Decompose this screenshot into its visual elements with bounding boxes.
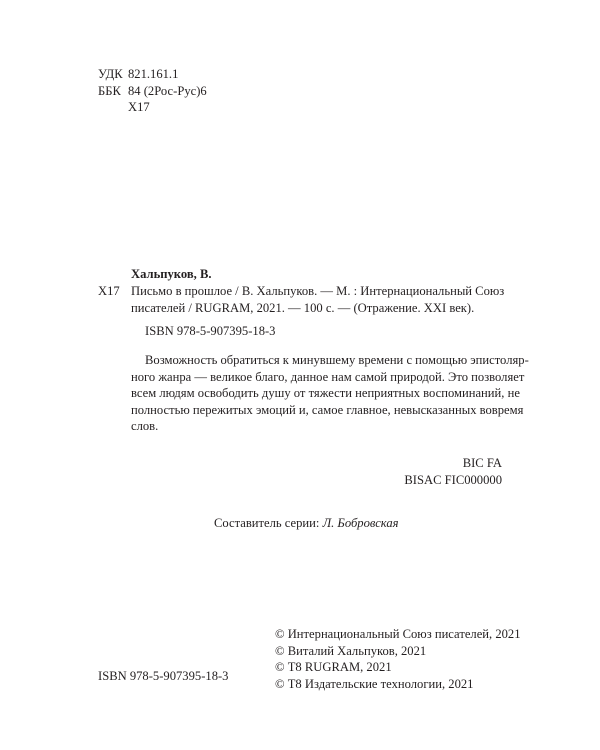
series-compiler (214, 515, 399, 532)
subject-codes (404, 455, 502, 488)
annotation-line: всем людям освободить душу от тяжести неприятных воспоминаний, не (131, 386, 520, 400)
description-line-2: писателей / RUGRAM, 2021. — 100 с. — (Отражение. XXI век). (131, 300, 475, 315)
bbk-label: ББК (98, 83, 121, 98)
annotation (131, 352, 529, 435)
annotation-line: полностью пережитых эмоций и, самое главное, невысказанных вовремя (131, 402, 524, 417)
author-mark-row (98, 99, 207, 116)
copyright-block (275, 626, 521, 692)
bbk-row (98, 83, 207, 100)
bbk-value: 84 (2Рос-Рус)6 (128, 83, 207, 98)
udk-value: 821.161.1 (128, 67, 179, 81)
annotation-line: слов. (131, 419, 159, 433)
copyright-line: © Т8 RUGRAM, 2021 (275, 660, 392, 674)
bic-code: BIC FA (462, 456, 502, 470)
udk-label: УДК (98, 67, 123, 81)
series-compiler-name: Л. Бобровская (322, 516, 399, 530)
copyright-line: © Интернациональный Союз писателей, 2021 (275, 627, 521, 641)
author-heading: Хальпуков, В. (131, 267, 212, 281)
annotation-line: Возможность обратиться к минувшему времени с помощью эпистоляр- (145, 353, 529, 367)
annotation-line: ного жанра — великое благо, данное нам самой природой. Это позволяет (131, 369, 525, 384)
classification-block (98, 66, 207, 116)
bibliographic-description (131, 283, 504, 316)
bisac-code: BISAC FIC000000 (404, 472, 502, 487)
copyright-line: © Виталий Хальпуков, 2021 (275, 643, 427, 658)
series-compiler-label: Составитель серии: (214, 516, 320, 530)
catalog-isbn: ISBN 978-5-907395-18-3 (145, 324, 276, 338)
classification-author-mark: Х17 (128, 100, 150, 114)
udk-row (98, 66, 207, 83)
copyright-line: © Т8 Издательские технологии, 2021 (275, 676, 474, 691)
catalog-author-mark: Х17 (98, 284, 120, 298)
footer-isbn: ISBN 978-5-907395-18-3 (98, 669, 229, 683)
description-line-1: Письмо в прошлое / В. Хальпуков. — М. : Интернациональный Союз (131, 284, 505, 298)
